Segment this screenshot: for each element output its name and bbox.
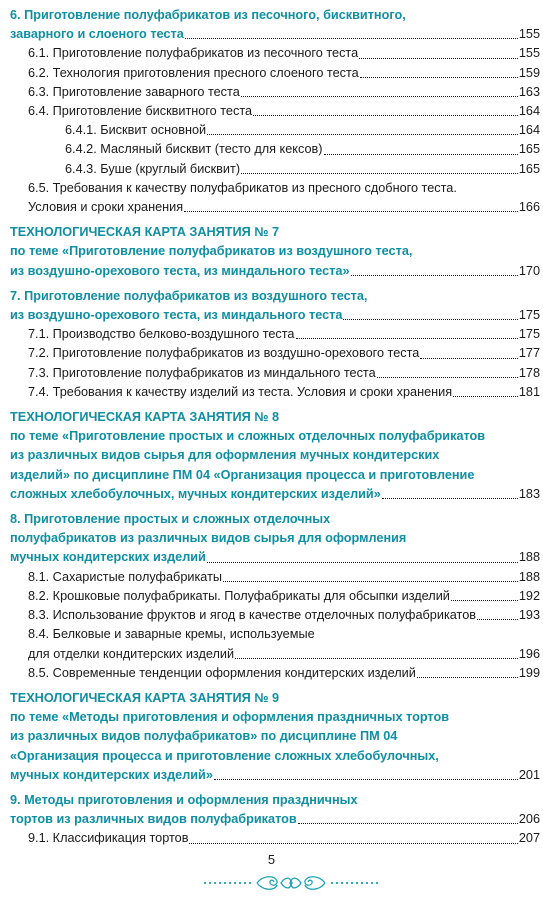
toc-entry[interactable] — [10, 325, 540, 344]
toc-entry[interactable] — [10, 140, 540, 159]
toc-entry-line — [10, 83, 540, 102]
toc-page-number: 175 — [518, 308, 540, 323]
toc-entry-title: 6.4.1. Бисквит основной — [65, 123, 207, 138]
toc-entry-line — [10, 625, 540, 644]
dot-leader — [214, 779, 518, 780]
toc-page-number: 207 — [518, 831, 540, 846]
toc-entry[interactable] — [10, 664, 540, 683]
toc-entry[interactable] — [10, 44, 540, 63]
dot-leader — [223, 581, 518, 582]
toc-entry-title: «Организация процесса и приготовление сложных хлебобулочных, — [10, 748, 439, 763]
toc-entry-title: из воздушно-орехового теста, из миндального теста» — [10, 263, 350, 278]
decorative-swirl-ornament-icon — [201, 872, 381, 894]
toc-entry-line — [10, 6, 540, 25]
toc-entry[interactable] — [10, 408, 540, 504]
toc-entry-title: 7.2. Приготовление полуфабрикатов из воздушно-орехового теста — [28, 346, 420, 361]
toc-entry-title: 7. Приготовление полуфабрикатов из воздушного теста, — [10, 288, 368, 303]
toc-entry-line — [10, 568, 540, 587]
toc-entry[interactable] — [10, 383, 540, 402]
toc-page-number: 193 — [518, 608, 540, 623]
toc-entry[interactable] — [10, 568, 540, 587]
toc-page-number: 170 — [518, 263, 540, 278]
toc-page-number: 181 — [518, 384, 540, 399]
toc-entry-line — [10, 102, 540, 121]
dot-leader — [235, 658, 518, 659]
dot-leader — [382, 498, 518, 499]
toc-entry-title: мучных кондитерских изделий» — [10, 767, 213, 782]
toc-entry-title: 7.4. Требования к качеству изделий из теста. Условия и сроки хранения — [28, 384, 453, 399]
toc-entry-title: 9. Методы приготовления и оформления праздничных — [10, 792, 358, 807]
toc-page-number: 188 — [518, 550, 540, 565]
toc-entry[interactable] — [10, 160, 540, 179]
toc-entry-line — [10, 727, 540, 746]
dot-leader — [377, 377, 518, 378]
toc-entry-title: ТЕХНОЛОГИЧЕСКАЯ КАРТА ЗАНЯТИЯ № 7 — [10, 225, 280, 240]
toc-entry-line — [10, 446, 540, 465]
toc-entry-title: изделий» по дисциплине ПМ 04 «Организация процесса и приготовление — [10, 467, 475, 482]
toc-entry-title: 7.1. Производство белково-воздушного теста — [28, 327, 295, 342]
toc-page-number: 196 — [518, 646, 540, 661]
toc-entry-line — [10, 325, 540, 344]
dot-leader — [184, 211, 518, 212]
toc-entry[interactable] — [10, 102, 540, 121]
toc-page-number: 164 — [518, 123, 540, 138]
toc-entry[interactable] — [10, 689, 540, 785]
toc-page-number: 166 — [518, 200, 540, 215]
toc-entry-line — [10, 529, 540, 548]
toc-page-number: 183 — [518, 486, 540, 501]
toc-entry[interactable] — [10, 83, 540, 102]
toc-entry-line — [10, 548, 540, 567]
toc-entry-line — [10, 242, 540, 261]
toc-entry[interactable] — [10, 223, 540, 281]
toc-entry-line — [10, 198, 540, 217]
toc-entry-line — [10, 262, 540, 281]
toc-page-number: 165 — [518, 142, 540, 157]
dot-leader — [343, 319, 517, 320]
dot-leader — [296, 338, 518, 339]
toc-entry-line — [10, 766, 540, 785]
dot-leader — [417, 677, 518, 678]
toc-page-number: 177 — [518, 346, 540, 361]
toc-entry-title: 6.5. Требования к качеству полуфабрикатов из пресного сдобного теста. — [28, 180, 457, 195]
toc-page-number: 165 — [518, 161, 540, 176]
toc-entry-title: 8.1. Сахаристые полуфабрикаты — [28, 569, 222, 584]
toc-page-number: 188 — [518, 569, 540, 584]
toc-entry-line — [10, 140, 540, 159]
toc-entry[interactable] — [10, 6, 540, 44]
toc-entry-line — [10, 344, 540, 363]
dot-leader — [451, 600, 518, 601]
toc-entry-title: по теме «Приготовление простых и сложных отделочных полуфабрикатов — [10, 429, 486, 444]
toc-entry-title: 6.1. Приготовление полуфабрикатов из песочного теста — [28, 46, 359, 61]
toc-entry-title: 8.4. Белковые и заварные кремы, используемые — [28, 627, 315, 642]
dot-leader — [253, 115, 518, 116]
toc-entry-line — [10, 485, 540, 504]
toc-entry-title: 8.3. Использование фруктов и ягод в качестве отделочных полуфабрикатов — [28, 608, 477, 623]
toc-entry-title: из различных видов сырья для оформления мучных кондитерских — [10, 448, 440, 463]
toc-page-number: 175 — [518, 327, 540, 342]
table-of-contents — [10, 6, 540, 849]
toc-entry-line — [10, 664, 540, 683]
toc-entry-line — [10, 223, 540, 242]
toc-entry-line — [10, 64, 540, 83]
toc-entry-title: 6.4.2. Масляный бисквит (тесто для кексов) — [65, 142, 323, 157]
toc-entry[interactable] — [10, 179, 540, 217]
toc-entry[interactable] — [10, 791, 540, 829]
dot-leader — [420, 358, 517, 359]
toc-entry-title: 7.3. Приготовление полуфабрикатов из миндального теста — [28, 365, 376, 380]
dot-leader — [477, 619, 518, 620]
toc-page-number: 199 — [518, 665, 540, 680]
toc-entry-title: 8.2. Крошковые полуфабрикаты. Полуфабрикаты для обсыпки изделий — [28, 588, 450, 603]
toc-entry[interactable] — [10, 606, 540, 625]
toc-entry-title: 8. Приготовление простых и сложных отделочных — [10, 512, 331, 527]
toc-entry-line — [10, 747, 540, 766]
dot-leader — [298, 823, 518, 824]
toc-entry-line — [10, 383, 540, 402]
toc-entry-title: 6.2. Технология приготовления пресного слоеного теста — [28, 65, 359, 80]
dot-leader — [324, 154, 518, 155]
toc-entry-line — [10, 160, 540, 179]
toc-entry-line — [10, 179, 540, 198]
dot-leader — [351, 275, 518, 276]
toc-entry-title: тортов из различных видов полуфабрикатов — [10, 812, 297, 827]
toc-entry-title: сложных хлебобулочных, мучных кондитерских изделий» — [10, 486, 381, 501]
toc-entry-line — [10, 408, 540, 427]
toc-entry-line — [10, 287, 540, 306]
toc-entry-line — [10, 306, 540, 325]
toc-entry-title: мучных кондитерских изделий — [10, 550, 206, 565]
toc-page-number: 192 — [518, 588, 540, 603]
toc-entry-title: 6.3. Приготовление заварного теста — [28, 84, 240, 99]
toc-page-number: 178 — [518, 365, 540, 380]
toc-entry-title: ТЕХНОЛОГИЧЕСКАЯ КАРТА ЗАНЯТИЯ № 9 — [10, 690, 280, 705]
toc-entry-line — [10, 791, 540, 810]
toc-entry-title: из различных видов полуфабрикатов» по дисциплине ПМ 04 — [10, 729, 398, 744]
toc-entry[interactable] — [10, 625, 540, 663]
page-number: 5 — [267, 852, 276, 867]
dot-leader — [359, 58, 518, 59]
toc-page-number: 159 — [518, 65, 540, 80]
toc-entry-title: 9.1. Классификация тортов — [28, 831, 189, 846]
dot-leader — [241, 96, 518, 97]
toc-page-number: 163 — [518, 84, 540, 99]
toc-entry-line — [10, 427, 540, 446]
toc-entry[interactable] — [10, 587, 540, 606]
dot-leader — [453, 396, 518, 397]
toc-entry-title: из воздушно-орехового теста, из миндального теста — [10, 308, 343, 323]
toc-entry[interactable] — [10, 364, 540, 383]
toc-entry-line — [10, 510, 540, 529]
toc-entry[interactable] — [10, 121, 540, 140]
toc-entry-title: для отделки кондитерских изделий — [28, 646, 235, 661]
toc-entry-line — [10, 44, 540, 63]
dot-leader — [185, 38, 518, 39]
toc-entry-line — [10, 606, 540, 625]
toc-entry-line — [10, 587, 540, 606]
dot-leader — [207, 562, 518, 563]
toc-entry-line — [10, 466, 540, 485]
toc-page-number: 155 — [518, 27, 540, 42]
toc-entry-line — [10, 810, 540, 829]
toc-entry-title: Условия и сроки хранения — [28, 200, 184, 215]
dot-leader — [360, 77, 518, 78]
toc-entry-title: по теме «Приготовление полуфабрикатов из воздушного теста, — [10, 244, 413, 259]
toc-entry[interactable] — [10, 510, 540, 568]
toc-entry-title: 6. Приготовление полуфабрикатов из песочного, бисквитного, — [10, 8, 406, 22]
toc-entry[interactable] — [10, 64, 540, 83]
toc-entry[interactable] — [10, 344, 540, 363]
toc-entry-line — [10, 689, 540, 708]
toc-page-number: 201 — [518, 767, 540, 782]
toc-entry-line — [10, 645, 540, 664]
toc-entry-title: 6.4.3. Буше (круглый бисквит) — [65, 161, 241, 176]
toc-entry-title: полуфабрикатов из различных видов сырья для оформления — [10, 531, 407, 546]
dot-leader — [207, 134, 518, 135]
toc-entry[interactable] — [10, 829, 540, 848]
dot-leader — [241, 173, 518, 174]
toc-entry-line — [10, 121, 540, 140]
toc-entry-title: 6.4. Приготовление бисквитного теста — [28, 104, 253, 119]
toc-page-number: 206 — [518, 812, 540, 827]
toc-page-number: 155 — [518, 46, 540, 61]
toc-entry-title: заварного и слоеного теста — [10, 27, 184, 42]
toc-entry-line — [10, 364, 540, 383]
toc-entry[interactable] — [10, 287, 540, 325]
toc-entry-title: ТЕХНОЛОГИЧЕСКАЯ КАРТА ЗАНЯТИЯ № 8 — [10, 410, 280, 425]
toc-entry-line — [10, 708, 540, 727]
toc-entry-line — [10, 829, 540, 848]
toc-page-number: 164 — [518, 104, 540, 119]
toc-entry-line — [10, 25, 540, 44]
dot-leader — [189, 843, 517, 844]
toc-entry-title: 8.5. Современные тенденции оформления кондитерских изделий — [28, 665, 416, 680]
toc-entry-title: по теме «Методы приготовления и оформления праздничных тортов — [10, 710, 450, 725]
